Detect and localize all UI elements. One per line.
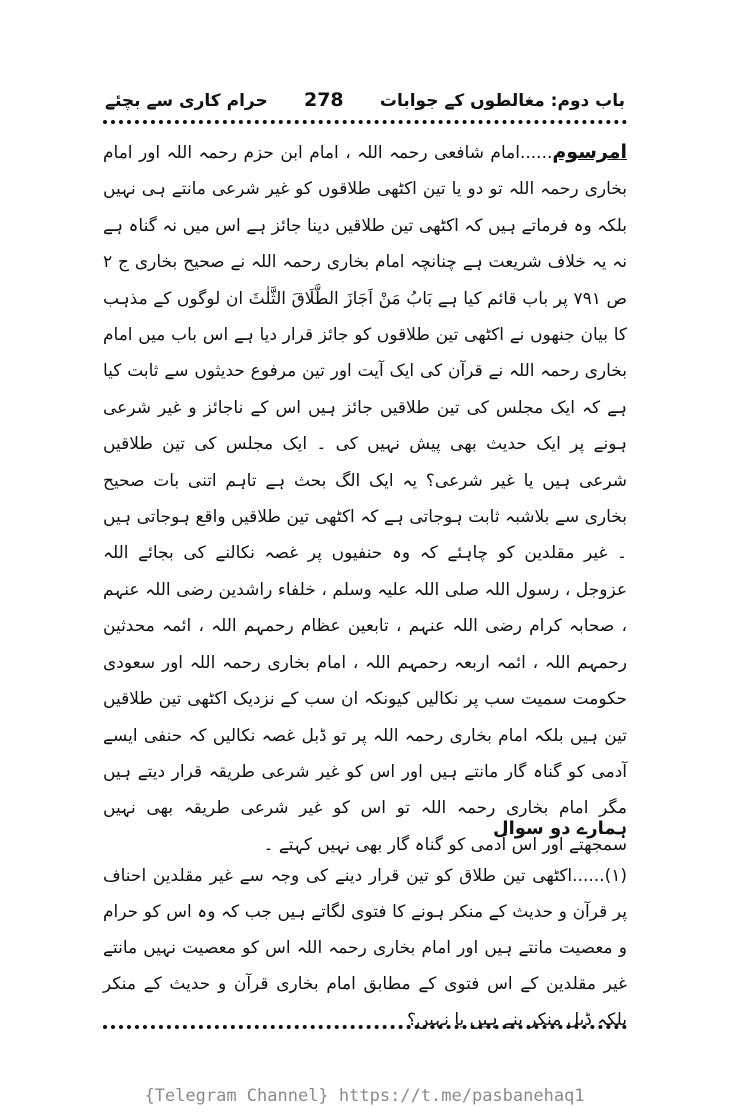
question-1: (۱)......اکٹھی تین طلاق کو تین قرار دینے کی وجہ سے غیر مقلدین احناف پر قرآن و حدیث کے منکر ہونے کا فتوی لگاتے ہیں جب کہ وہ اس کو حرام و معصیت مانتے ہیں اور امام بخاری رحمہ اللہ اس کو معصیت نہیں مانتے غیر مقلدین کے اس فتوی کے مطابق امام بخاری قرآن و حدیث کے منکر بلکہ ڈبل منکر بنے ہیں یا نہیں؟ <box>103 866 627 1030</box>
telegram-watermark: {Telegram Channel} https://t.me/pasbanehaq1 <box>144 1086 585 1106</box>
header-divider <box>103 120 627 124</box>
paragraph-text: ......امام شافعی رحمہ اللہ ، امام ابن حزم رحمہ اللہ اور امام بخاری رحمہ اللہ تو دو یا تین اکٹھی طلاقوں کو غیر شرعی مانتے ہی نہیں بلکہ وہ فرماتے ہیں کہ اکٹھی تین طلاقیں دینا جائز ہے اس میں نہ گناہ ہے نہ یہ خلاف شریعت ہے چنانچہ امام بخاری رحمہ اللہ نے صحیح بخاری ج ۲ ص ۷۹۱ پر باب قائم کیا ہے بَابُ مَنْ اَجَازَ الطَّلَاقَ الثَّلٰثَ ان لوگوں کے مذہب کا بیان جنھوں نے اکٹھی تین طلاقوں کو جائز قرار دیا ہے اس باب میں امام بخاری رحمہ اللہ نے قرآن کی ایک آیت اور تین مرفوع حدیثوں سے ثابت کیا ہے کہ ایک مجلس کی تین طلاقیں جائز ہیں اس کے ناجائز و غیر شرعی ہونے پر ایک حدیث بھی پیش نہیں کی ۔ ایک مجلس کی تین طلاقیں شرعی ہیں یا غیر شرعی؟ یہ ایک الگ بحث ہے تاہم اتنی بات صحیح بخاری سے بلاشبہ ثابت ہوجاتی ہے کہ اکٹھی تین طلاقیں واقع ہوجاتی ہیں ۔ غیر مقلدین کو چاہئے کہ وہ حنفیوں پر غصہ نکالنے کی بجائے اللہ عزوجل ، رسول اللہ صلی اللہ علیہ وسلم ، خلفاء راشدین رضی اللہ عنہم ، صحابہ کرام رضی اللہ عنہم ، تابعین عظام رحمہم اللہ ، ائمہ محدثین رحمہم اللہ ، ائمہ اربعہ رحمہم اللہ ، امام بخاری رحمہ اللہ اور سعودی حکومت سمیت سب پر نکالیں کیونکہ ان سب کے نزدیک اکٹھی تین طلاقیں تین ہیں بلکہ امام بخاری رحمہ اللہ پر تو ڈبل غصہ نکالیں کہ حنفی ایسے آدمی کو گناہ گار مانتے ہیں اور اس کو غیر شرعی طریقہ قرار دیتے ہیں مگر امام بخاری رحمہ اللہ تو اس کو غیر شرعی طریقہ بھی نہیں سمجھتے اور اس آدمی کو گناہ گار بھی نہیں کہتے ۔ <box>103 143 627 855</box>
question-block <box>103 858 627 1038</box>
main-paragraph <box>103 134 627 863</box>
footer-divider <box>103 1025 627 1029</box>
book-title: حرام کاری سے بچئے <box>105 90 268 111</box>
paragraph-lead: امرسوم <box>552 141 627 163</box>
section-heading: ہمارے دو سوال <box>492 818 627 839</box>
chapter-title: باب دوم: مغالطوں کے جوابات <box>379 90 625 111</box>
page-number: 278 <box>303 89 344 111</box>
running-header <box>105 82 625 118</box>
